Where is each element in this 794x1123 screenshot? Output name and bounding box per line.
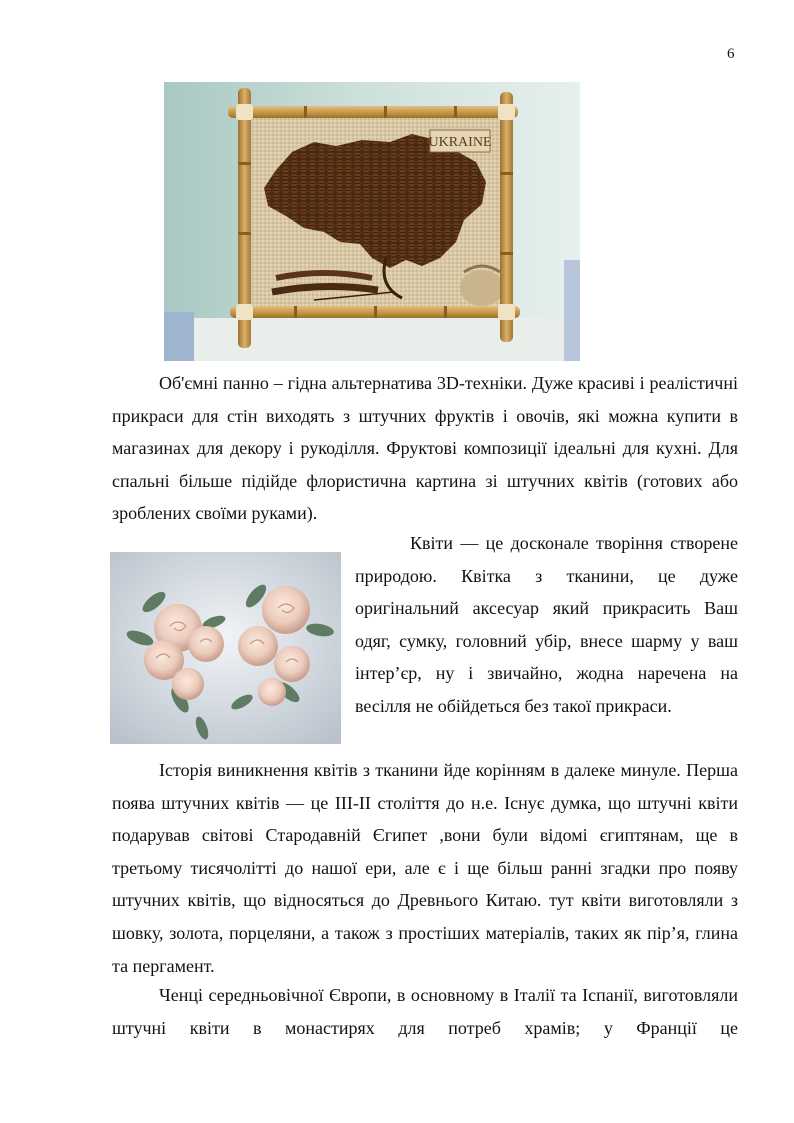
- fabric-roses-photo: [110, 552, 341, 744]
- coffee-map-photo: [164, 82, 580, 361]
- frame-label: UKRAINE: [428, 135, 492, 150]
- paragraph-panels: Об'ємні панно – гідна альтернатива 3D-техніки. Дуже красиві і реалістичні прикраси для стін виходять з штучних фруктів і овочів, які можна купити в магазинах для декору і рукоділля. Фруктові композиції ідеальні для кухні. Для спальні більше підійде флористична картина зі штучних квітів (готових або зроблених своїми руками).: [112, 373, 738, 524]
- paragraph-flowers: Квіти — це досконале творіння створене природою. Квітка з тканини, це дуже оригінальний аксесуар який прикрасить Ваш одяг, сумку, головний убір, внесе шарму у ваш інтер’єр, ну і звичайно, жодна наречена на весілля не обійдеться без такої прикраси.: [355, 533, 738, 716]
- paragraph-monks: Ченці середньовічної Європи, в основному в Італії та Іспанії, виготовляли штучні квіти в монастирях для потреб храмів; у Франції це: [112, 985, 738, 1038]
- page-number: 6: [727, 46, 735, 62]
- paragraph-history: Історія виникнення квітів з тканини йде корінням в далеке минуле. Перша поява штучних квітів — це III-II століття до н.е. Існує думка, що штучні квіти подарував світові Стародавній Єгипет ,вони були відомі єгиптянам, ще в третьому тисячолітті до нашої ери, але є і ще більш ранні згадки про появу штучних квітів, що відносяться до Древнього Китаю. тут квіти виготовляли з шовку, золота, порцеляни, а також з простіших матеріалів, таких як пір’я, глина та пергамент.: [112, 760, 738, 976]
